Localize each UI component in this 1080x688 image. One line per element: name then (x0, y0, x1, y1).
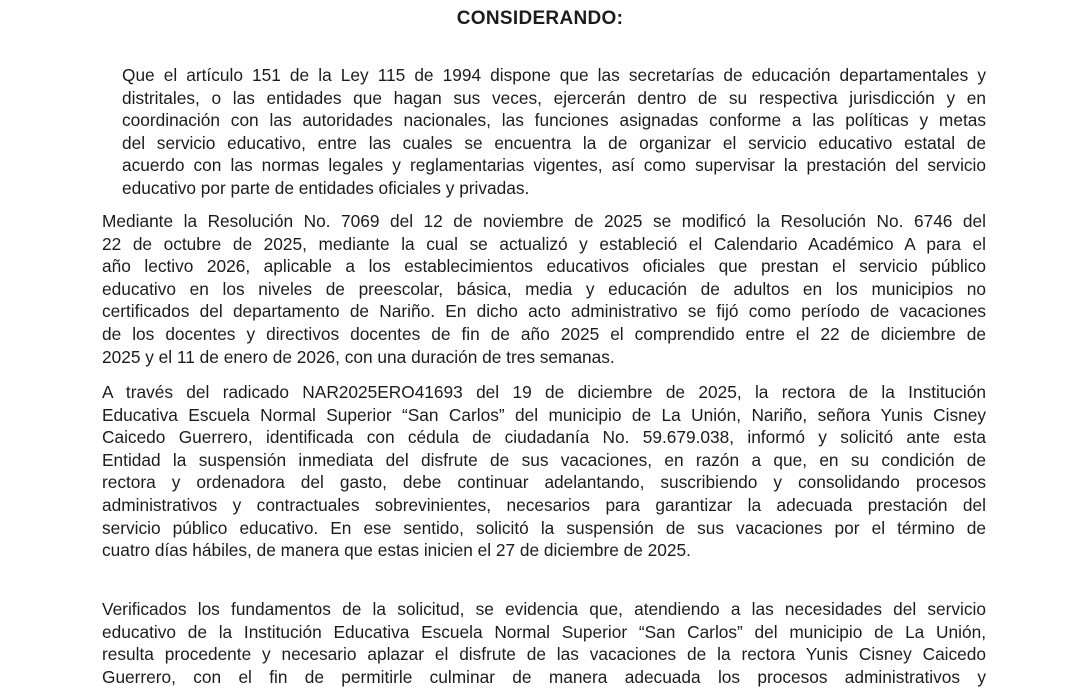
text-line: distritales, o las entidades que hagan sus veces, ejercerán dentro de su respectiva jurisdicción y en (122, 87, 986, 108)
text-line: Que el artículo 151 de la Ley 115 de 1994 dispone que las secretarías de educación departamentales y (122, 65, 986, 85)
text-line: servicio público educativo. En ese sentido, solicitó la suspensión de sus vacaciones por el término de (102, 517, 986, 538)
paragraph-verificados (102, 598, 986, 688)
text-line: cuatro días hábiles, de manera que estas inicien el 27 de diciembre de 2025. (102, 540, 691, 561)
text-line: Verificados los fundamentos de la solicitud, se evidencia que, atendiendo a las necesidades del servicio (102, 599, 986, 619)
text-line: educativo en los niveles de preescolar, básica, media y educación de adultos en los municipios no (102, 278, 986, 299)
paragraph-radicado (102, 381, 986, 562)
text-line: de los docentes y directivos docentes de fin de año 2025 el comprendido entre el 22 de diciembre de (102, 323, 986, 344)
paragraph-ley-115 (122, 64, 986, 200)
text-line: administrativos y contractuales sobrevinientes, necesarios para garantizar la adecuada prestación del (102, 494, 986, 515)
text-line: coordinación con las autoridades nacionales, las funciones asignadas conforme a las políticas y metas (122, 110, 986, 131)
paragraph-resolucion-7069 (102, 210, 986, 368)
section-heading: CONSIDERANDO: (456, 8, 624, 29)
text-line: rectora y ordenadora del gasto, debe continuar adelantando, suscribiendo y consolidando procesos (102, 472, 986, 493)
text-line: del servicio educativo, entre las cuales se encuentra la de organizar el servicio educativo estatal de (122, 132, 986, 153)
text-line: educativo por parte de entidades oficiales y privadas. (122, 177, 530, 198)
text-line: 2025 y el 11 de enero de 2026, con una duración de tres semanas. (102, 346, 615, 367)
text-line: año lectivo 2026, aplicable a los establecimientos educativos oficiales que prestan el servicio público (102, 256, 986, 277)
text-line: resulta procedente y necesario aplazar el disfrute de las vacaciones de la rectora Yunis Cisney Caicedo (102, 644, 986, 665)
text-line: acuerdo con las normas legales y reglamentarias vigentes, así como supervisar la prestación del servicio (122, 155, 986, 176)
text-line: A través del radicado NAR2025ERO41693 del 19 de diciembre de 2025, la rectora de la Institución (102, 382, 986, 402)
text-line: Mediante la Resolución No. 7069 del 12 de noviembre de 2025 se modificó la Resolución No. 6746 del (102, 211, 986, 231)
text-line: Entidad la suspensión inmediata del disfrute de sus vacaciones, en razón a que, en su condición de (102, 449, 986, 470)
text-line: 22 de octubre de 2025, mediante la cual se actualizó y estableció el Calendario Académico A para el (102, 233, 986, 254)
text-line: Caicedo Guerrero, identificada con cédula de ciudadanía No. 59.679.038, informó y solicitó ante esta (102, 427, 986, 448)
text-line: certificados del departamento de Nariño. En dicho acto administrativo se fijó como período de vacaciones (102, 301, 986, 322)
text-line: Educativa Escuela Normal Superior “San Carlos” del municipio de La Unión, Nariño, señora Yunis Cisney (102, 404, 986, 425)
text-line: educativo de la Institución Educativa Escuela Normal Superior “San Carlos” del municipio de La Unión, (102, 621, 986, 642)
text-line: Guerrero, con el fin de permitirle culminar de manera adecuada los procesos administrativos y (102, 666, 986, 687)
